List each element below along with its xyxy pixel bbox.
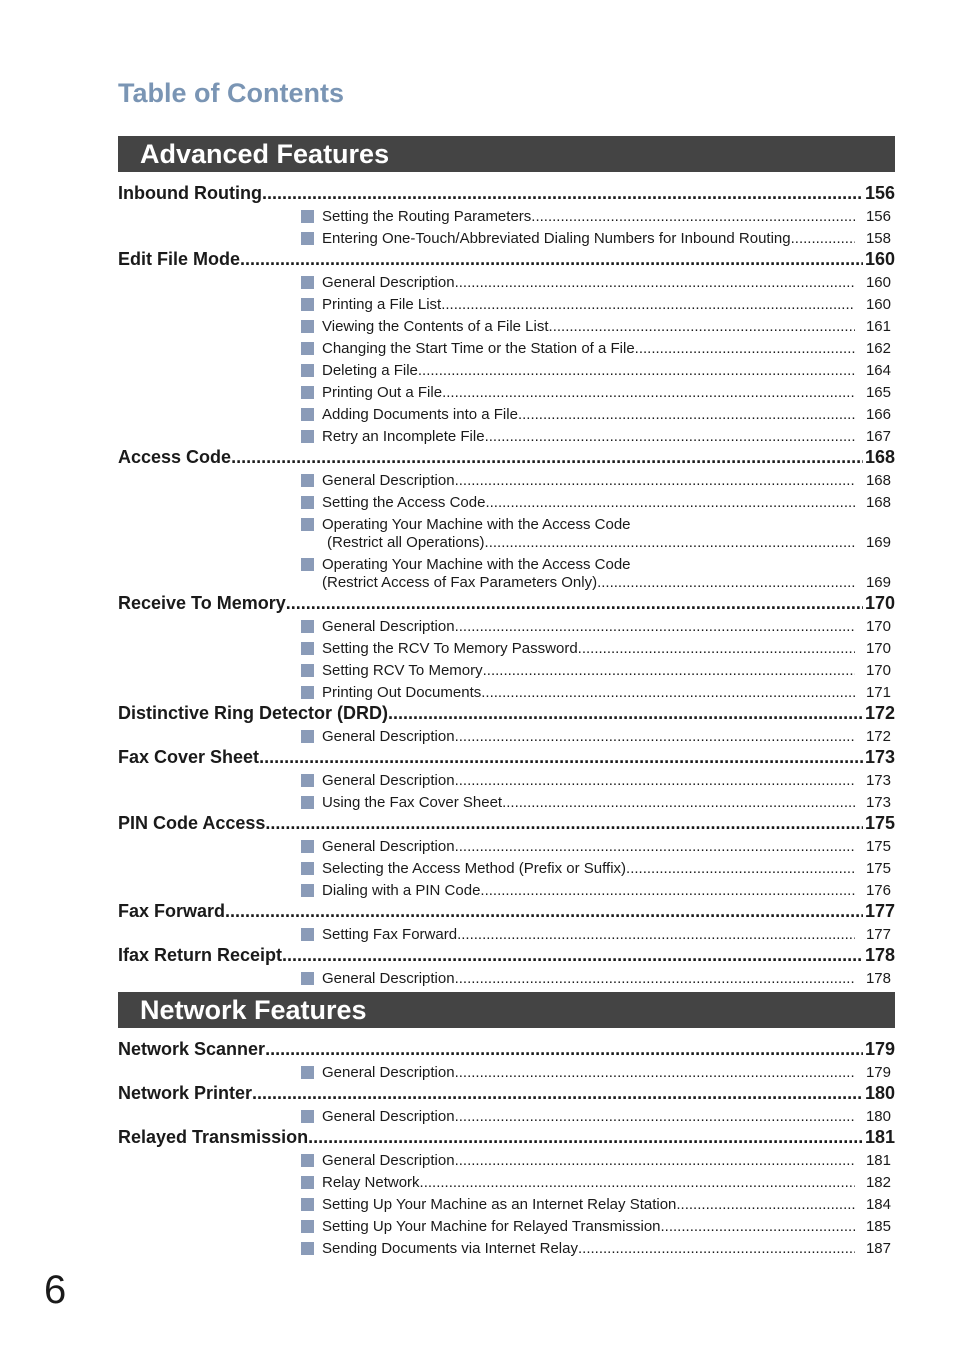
chapter-page: 160 [864, 249, 895, 269]
subsection-title: General Description [322, 1064, 455, 1081]
bullet-square-icon [301, 686, 314, 699]
subsection-entry[interactable] [301, 296, 891, 314]
subsection-page: 160 [865, 274, 891, 291]
bullet-square-icon [301, 1176, 314, 1189]
subsection-line [322, 1240, 891, 1258]
bullet-square-icon [301, 496, 314, 509]
subsection-entry[interactable] [301, 1064, 891, 1082]
subsection-body [322, 1108, 891, 1126]
subsection-line [322, 406, 891, 424]
chapter-page: 179 [864, 1039, 895, 1059]
bullet-square-icon [301, 620, 314, 633]
chapter-page: 181 [864, 1127, 895, 1147]
subsection-body [322, 926, 891, 944]
subsection-title: Printing Out a File [322, 384, 443, 401]
subsection-body [322, 970, 891, 988]
dot-leader [531, 208, 855, 226]
dot-leader [635, 340, 855, 358]
subsection-body [322, 1196, 891, 1214]
chapter-page: 168 [864, 447, 895, 467]
chapter-entry[interactable] [118, 900, 895, 922]
subsection-title-line: Operating Your Machine with the Access Code [322, 516, 631, 533]
subsection-line [322, 882, 891, 900]
bullet-square-icon [301, 928, 314, 941]
dot-leader [455, 274, 855, 292]
subsection-body [322, 1152, 891, 1170]
subsection-page: 165 [865, 384, 891, 401]
chapter-title: Ifax Return Receipt [118, 945, 283, 965]
subsection-page: 168 [865, 472, 891, 489]
subsection-line [322, 1064, 891, 1082]
subsection-body [322, 362, 891, 380]
dot-leader [441, 296, 855, 314]
subsection-title: Retry an Incomplete File [322, 428, 485, 445]
subsection-entry[interactable] [301, 340, 891, 358]
subsection-title: General Description [322, 970, 455, 987]
subsection-body [322, 728, 891, 746]
subsection-body [322, 1240, 891, 1258]
subsection-entry[interactable] [301, 472, 891, 490]
subsection-title: Printing a File List [322, 296, 442, 313]
dot-leader [626, 860, 855, 878]
subsection-body [322, 794, 891, 812]
chapter-entry[interactable] [118, 592, 895, 614]
subsection-entry[interactable] [301, 1152, 891, 1170]
chapter-page: 178 [864, 945, 895, 965]
subsection-title: General Description [322, 838, 455, 855]
subsection-entry[interactable] [301, 1240, 891, 1258]
subsection-entry[interactable] [301, 1196, 891, 1214]
subsection-line [322, 1196, 891, 1214]
subsection-line [322, 772, 891, 790]
subsection-page: 187 [865, 1240, 891, 1257]
subsection-page: 177 [865, 926, 891, 943]
subsection-title: Setting the Access Code [322, 494, 486, 511]
subsection-title: General Description [322, 1152, 455, 1169]
subsection-entry[interactable] [301, 970, 891, 988]
bullet-square-icon [301, 1066, 314, 1079]
bullet-square-icon [301, 518, 314, 531]
chapter-entry[interactable] [118, 746, 895, 768]
subsection-title: General Description [322, 618, 455, 635]
bullet-square-icon [301, 298, 314, 311]
dot-leader [259, 746, 863, 768]
dot-leader [676, 1196, 855, 1214]
dot-leader [455, 618, 855, 636]
chapter-entry[interactable] [118, 248, 895, 270]
chapter-page: 156 [864, 183, 895, 203]
subsection-body [322, 662, 891, 680]
subsection-page: 169 [865, 534, 891, 551]
dot-leader [455, 772, 855, 790]
chapter-entry[interactable] [118, 944, 895, 966]
subsection-page: 162 [865, 340, 891, 357]
subsection-line [322, 1174, 891, 1192]
subsection-page: 178 [865, 970, 891, 987]
dot-leader [262, 182, 863, 204]
subsection-title: Setting the Routing Parameters [322, 208, 532, 225]
subsection-body [322, 838, 891, 856]
subsection-body [322, 472, 891, 490]
chapter-entry[interactable] [118, 446, 895, 468]
subsection-page: 173 [865, 772, 891, 789]
subsection-title: Viewing the Contents of a File List [322, 318, 549, 335]
subsection-body [322, 384, 891, 402]
subsection-body [322, 428, 891, 446]
subsection-body [322, 684, 891, 702]
subsection-page: 184 [865, 1196, 891, 1213]
subsection-line [322, 838, 891, 856]
subsection-page: 170 [865, 640, 891, 657]
subsection-entry[interactable] [301, 556, 891, 592]
subsection-entry[interactable] [301, 684, 891, 702]
subsection-page: 158 [865, 230, 891, 247]
subsection-entry[interactable] [301, 274, 891, 292]
subsection-page: 166 [865, 406, 891, 423]
dot-leader [455, 1064, 855, 1082]
subsection-page: 169 [865, 574, 891, 591]
subsection-body [322, 340, 891, 358]
subsection-title: Printing Out Documents [322, 684, 482, 701]
subsection-body [322, 1218, 891, 1236]
subsection-title: Adding Documents into a File [322, 406, 518, 423]
chapter-entry[interactable] [118, 1126, 895, 1148]
bullet-square-icon [301, 1220, 314, 1233]
bullet-square-icon [301, 972, 314, 985]
subsection-line [322, 1152, 891, 1170]
dot-leader [457, 926, 855, 944]
dot-leader [549, 318, 855, 336]
subsection-title: General Description [322, 772, 455, 789]
subsection-body [322, 516, 891, 552]
subsection-line [322, 618, 891, 636]
dot-leader [442, 384, 855, 402]
subsection-entry[interactable] [301, 1108, 891, 1126]
subsection-title: Relay Network [322, 1174, 420, 1191]
subsection-page: 171 [865, 684, 891, 701]
bullet-square-icon [301, 796, 314, 809]
chapter-page: 180 [864, 1083, 895, 1103]
chapter-page: 170 [864, 593, 895, 613]
subsection-line [322, 296, 891, 314]
page-title: Table of Contents [118, 78, 344, 108]
dot-leader [485, 494, 855, 512]
subsection-line [322, 662, 891, 680]
bullet-square-icon [301, 276, 314, 289]
subsection-entry[interactable] [301, 406, 891, 424]
bullet-square-icon [301, 386, 314, 399]
subsection-body [322, 274, 891, 292]
page-number: 6 [44, 1268, 67, 1312]
subsection-title: Setting RCV To Memory [322, 662, 483, 679]
dot-leader [483, 662, 855, 680]
bullet-square-icon [301, 774, 314, 787]
dot-leader [502, 794, 855, 812]
dot-leader [480, 882, 855, 900]
bullet-square-icon [301, 474, 314, 487]
subsection-line [322, 640, 891, 658]
subsection-body [322, 860, 891, 878]
subsection-body [322, 406, 891, 424]
subsection-line [322, 274, 891, 292]
subsection-line [322, 728, 891, 746]
subsection-page: 164 [865, 362, 891, 379]
chapter-entry[interactable] [118, 1038, 895, 1060]
dot-leader [455, 1108, 855, 1126]
subsection-line [322, 1218, 891, 1236]
subsection-title: (Restrict all Operations) [327, 534, 485, 551]
bullet-square-icon [301, 210, 314, 223]
subsection-page: 181 [865, 1152, 891, 1169]
subsection-title: Deleting a File [322, 362, 418, 379]
subsection-entry[interactable] [301, 494, 891, 512]
subsection-line [322, 926, 891, 944]
subsection-entry[interactable] [301, 728, 891, 746]
dot-leader [265, 1038, 863, 1060]
dot-leader [455, 1152, 855, 1170]
chapter-title: Fax Forward [118, 901, 226, 921]
dot-leader [225, 900, 863, 922]
dot-leader [240, 248, 863, 270]
chapter-entry[interactable] [118, 1082, 895, 1104]
chapter-page: 172 [864, 703, 895, 723]
subsection-page: 168 [865, 494, 891, 511]
subsection-entry[interactable] [301, 208, 891, 226]
chapter-list [118, 182, 895, 988]
subsection-entry[interactable] [301, 1174, 891, 1192]
subsection-entry[interactable] [301, 362, 891, 380]
subsection-entry[interactable] [301, 640, 891, 658]
chapter-title: Distinctive Ring Detector (DRD) [118, 703, 389, 723]
subsection-title: General Description [322, 472, 455, 489]
dot-leader [308, 1126, 863, 1148]
dot-leader [485, 428, 855, 446]
subsection-page: 173 [865, 794, 891, 811]
subsection-line [322, 860, 891, 878]
subsection-line [322, 340, 891, 358]
bullet-square-icon [301, 1154, 314, 1167]
chapter-title: Inbound Routing [118, 183, 262, 203]
subsection-page: 176 [865, 882, 891, 899]
subsection-page: 175 [865, 860, 891, 877]
bullet-square-icon [301, 364, 314, 377]
chapter-title: Network Printer [118, 1083, 253, 1103]
dot-leader [661, 1218, 855, 1236]
chapter-title: PIN Code Access [118, 813, 266, 833]
subsection-line [322, 472, 891, 490]
subsection-page: 175 [865, 838, 891, 855]
subsection-title: Setting Up Your Machine for Relayed Transmission [322, 1218, 661, 1235]
subsection-page: 160 [865, 296, 891, 313]
bullet-square-icon [301, 320, 314, 333]
dot-leader [791, 230, 855, 248]
chapter-entry[interactable] [118, 812, 895, 834]
chapter-title: Relayed Transmission [118, 1127, 309, 1147]
subsection-body [322, 556, 891, 592]
subsection-title: Setting Up Your Machine as an Internet Relay Station [322, 1196, 677, 1213]
chapter-title: Receive To Memory [118, 593, 286, 613]
subsection-body [322, 208, 891, 226]
bullet-square-icon [301, 1110, 314, 1123]
subsection-page: 180 [865, 1108, 891, 1125]
bullet-square-icon [301, 642, 314, 655]
subsection-entry[interactable] [301, 662, 891, 680]
subsection-entry[interactable] [301, 772, 891, 790]
subsection-line [322, 208, 891, 226]
subsection-title: Dialing with a PIN Code [322, 882, 481, 899]
subsection-line [322, 574, 891, 592]
dot-leader [481, 684, 855, 702]
chapter-page: 175 [864, 813, 895, 833]
dot-leader [455, 838, 855, 856]
subsection-line [322, 318, 891, 336]
chapter-list [118, 1038, 895, 1258]
bullet-square-icon [301, 1198, 314, 1211]
subsection-entry[interactable] [301, 428, 891, 446]
dot-leader [420, 1174, 855, 1192]
bullet-square-icon [301, 884, 314, 897]
bullet-square-icon [301, 430, 314, 443]
subsection-entry[interactable] [301, 318, 891, 336]
subsection-body [322, 296, 891, 314]
bullet-square-icon [301, 558, 314, 571]
subsection-entry[interactable] [301, 384, 891, 402]
dot-leader [286, 592, 863, 614]
dot-leader [578, 1240, 855, 1258]
subsection-body [322, 618, 891, 636]
subsection-line [322, 970, 891, 988]
subsection-body [322, 494, 891, 512]
subsection-line [322, 494, 891, 512]
subsection-title-line: Operating Your Machine with the Access Code [322, 556, 631, 573]
bullet-square-icon [301, 730, 314, 743]
subsection-title: (Restrict Access of Fax Parameters Only) [322, 574, 598, 591]
subsection-title: Selecting the Access Method (Prefix or Suffix) [322, 860, 627, 877]
chapter-title: Network Scanner [118, 1039, 266, 1059]
dot-leader [282, 944, 863, 966]
subsection-title: General Description [322, 728, 455, 745]
bullet-square-icon [301, 862, 314, 875]
subsection-page: 185 [865, 1218, 891, 1235]
chapter-page: 177 [864, 901, 895, 921]
subsection-entry[interactable] [301, 794, 891, 812]
subsection-title: Setting the RCV To Memory Password [322, 640, 578, 657]
subsection-line [322, 362, 891, 380]
subsection-page: 167 [865, 428, 891, 445]
subsection-body [322, 1064, 891, 1082]
chapter-title: Fax Cover Sheet [118, 747, 260, 767]
dot-leader [485, 534, 855, 552]
subsection-page: 156 [865, 208, 891, 225]
subsection-entry[interactable] [301, 860, 891, 878]
subsection-line [322, 794, 891, 812]
subsection-entry[interactable] [301, 926, 891, 944]
dot-leader [455, 970, 855, 988]
section-header: Network Features [118, 992, 895, 1028]
subsection-title: General Description [322, 1108, 455, 1125]
chapter-entry[interactable] [118, 702, 895, 724]
dot-leader [455, 472, 855, 490]
subsection-page: 182 [865, 1174, 891, 1191]
dot-leader [418, 362, 855, 380]
bullet-square-icon [301, 342, 314, 355]
subsection-line [322, 534, 891, 552]
chapter-title: Access Code [118, 447, 232, 467]
section-header: Advanced Features [118, 136, 895, 172]
subsection-entry[interactable] [301, 618, 891, 636]
subsection-body [322, 772, 891, 790]
chapter-entry[interactable] [118, 182, 895, 204]
subsection-title: Entering One-Touch/Abbreviated Dialing Numbers for Inbound Routing [322, 230, 791, 247]
subsection-body [322, 318, 891, 336]
subsection-page: 161 [865, 318, 891, 335]
dot-leader [388, 702, 863, 724]
subsection-body [322, 230, 891, 248]
subsection-entry[interactable] [301, 230, 891, 248]
dot-leader [231, 446, 863, 468]
subsection-entry[interactable] [301, 838, 891, 856]
subsection-body [322, 882, 891, 900]
subsection-title: Using the Fax Cover Sheet [322, 794, 503, 811]
subsection-page: 170 [865, 662, 891, 679]
subsection-entry[interactable] [301, 516, 891, 552]
dot-leader [265, 812, 863, 834]
chapter-title: Edit File Mode [118, 249, 241, 269]
subsection-entry[interactable] [301, 882, 891, 900]
subsection-line [322, 230, 891, 248]
bullet-square-icon [301, 840, 314, 853]
subsection-body [322, 640, 891, 658]
subsection-page: 170 [865, 618, 891, 635]
subsection-title: Setting Fax Forward [322, 926, 458, 943]
chapter-page: 173 [864, 747, 895, 767]
subsection-title: General Description [322, 274, 455, 291]
subsection-title: Sending Documents via Internet Relay [322, 1240, 578, 1257]
subsection-page: 172 [865, 728, 891, 745]
bullet-square-icon [301, 232, 314, 245]
subsection-page: 179 [865, 1064, 891, 1081]
bullet-square-icon [301, 664, 314, 677]
dot-leader [518, 406, 855, 424]
subsection-entry[interactable] [301, 1218, 891, 1236]
dot-leader [597, 574, 855, 592]
bullet-square-icon [301, 408, 314, 421]
dot-leader [252, 1082, 863, 1104]
subsection-line [322, 1108, 891, 1126]
section-advanced-features [118, 136, 895, 988]
subsection-line [322, 428, 891, 446]
subsection-title: Changing the Start Time or the Station of a File [322, 340, 635, 357]
dot-leader [455, 728, 855, 746]
section-network-features [118, 992, 895, 1258]
subsection-line [322, 384, 891, 402]
subsection-line [322, 684, 891, 702]
subsection-body [322, 1174, 891, 1192]
dot-leader [578, 640, 855, 658]
bullet-square-icon [301, 1242, 314, 1255]
